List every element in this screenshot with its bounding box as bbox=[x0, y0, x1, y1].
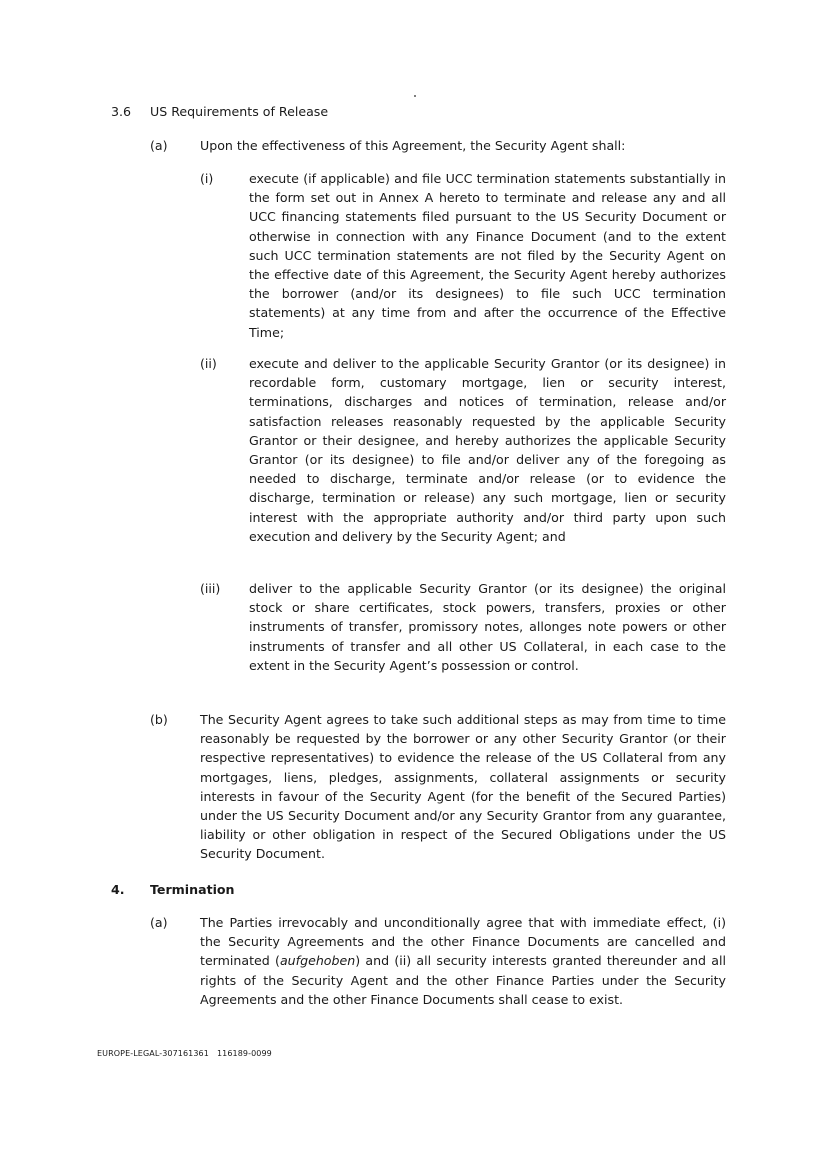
clause-3-6-a-ii-label: (ii) bbox=[200, 356, 217, 371]
footer-doc-ref: EUROPE-LEGAL-307161361 bbox=[97, 1049, 209, 1058]
clause-4-a-text-part1: The Parties irrevocably and unconditionally agree that with immediate effect, (i) the Security Agreements and the other Finance Documents are cancelled and terminated ( bbox=[200, 915, 726, 969]
document-footer bbox=[97, 1049, 272, 1059]
clause-3-6-a-i-label: (i) bbox=[200, 171, 214, 186]
clause-3-6-a-i-text: execute (if applicable) and file UCC termination statements substantially in the form set out in Annex A hereto to terminate and release any and all UCC financing statements filed pursuant to the US Security Document or otherwise in connection with any Finance Document (and to the extent such UCC termination statements are not filed by the Security Agent on the effective date of this Agreement, the Security Agent hereby authorizes the borrower (and/or its designees) to file such UCC termination statements) at any time from and after the occurrence of the Effective Time; bbox=[249, 171, 726, 340]
section-4-heading: Termination bbox=[150, 882, 235, 897]
section-4-number: 4. bbox=[111, 882, 125, 897]
page-dot-mark bbox=[414, 95, 416, 97]
clause-3-6-b-label: (b) bbox=[150, 712, 168, 727]
clause-3-6-b-text: The Security Agent agrees to take such additional steps as may from time to time reasonably be requested by the borrower or any other Security Grantor (or their respective representatives) to evidence the release of the US Collateral from any mortgages, liens, pledges, assignments, collateral assignments or security interests in favour of the Security Agent (for the benefit of the Secured Parties) under the US Security Document and/or any Security Grantor from any guarantee, liability or other obligation in respect of the Secured Obligations under the US Security Document. bbox=[200, 712, 726, 862]
section-3-6-heading: US Requirements of Release bbox=[150, 104, 329, 119]
clause-3-6-a-ii-text: execute and deliver to the applicable Security Grantor (or its designee) in recordable form, customary mortgage, lien or security interest, terminations, discharges and notices of termination, release and/or satisfaction releases reasonably requested by the applicable Security Grantor or their designee, and hereby authorizes the applicable Security Grantor (or its designee) to file and/or deliver any of the foregoing as needed to discharge, terminate and/or release (or to evidence the discharge, termination or release) any such mortgage, lien or security interest with the appropriate authority and/or third party upon such execution and delivery by the Security Agent; and bbox=[249, 356, 726, 544]
clause-3-6-a-text: Upon the effectiveness of this Agreement, the Security Agent shall: bbox=[200, 138, 626, 153]
clause-4-a-text-part2: ) and (ii) all security interests granted thereunder and all rights of the Security Agent and the other Finance Parties under the Security Agreements and the other Finance Documents shall cease to exist. bbox=[200, 953, 726, 1007]
clause-3-6-a-label: (a) bbox=[150, 138, 168, 153]
clause-3-6-a-iii-label: (iii) bbox=[200, 581, 221, 596]
clause-4-a-label: (a) bbox=[150, 915, 168, 930]
clause-4-a-italic-term: aufgehoben bbox=[279, 953, 356, 969]
clause-4-a-text bbox=[200, 913, 726, 1009]
section-3-6-number: 3.6 bbox=[111, 104, 132, 119]
footer-matter-ref: 116189-0099 bbox=[216, 1049, 272, 1058]
clause-3-6-a-iii-text: deliver to the applicable Security Grantor (or its designee) the original stock or share certificates, stock powers, transfers, proxies or other instruments of transfer, promissory notes, allonges note powers or other instruments of transfer and all other US Collateral, in each case to the extent in the Security Agent’s possession or control. bbox=[249, 581, 726, 673]
